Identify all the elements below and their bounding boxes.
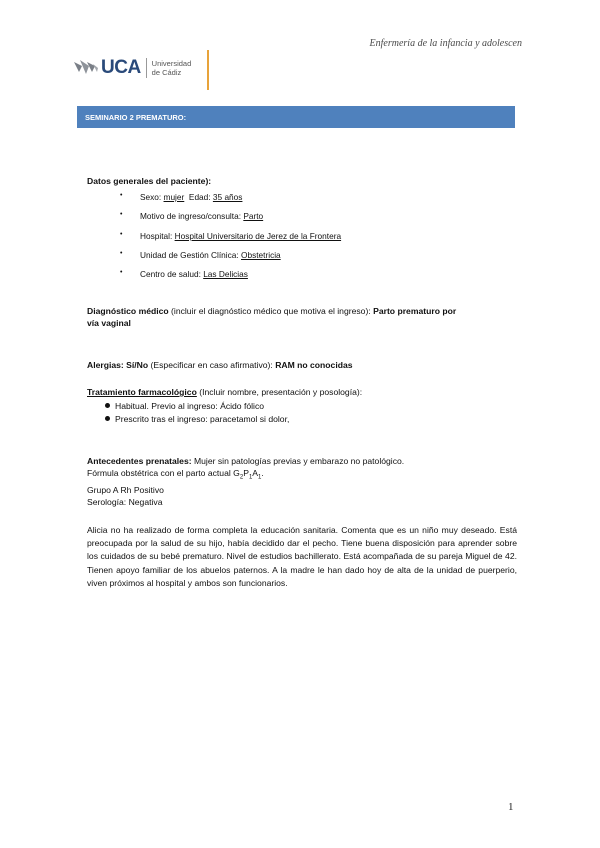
diagnosis-section: Diagnóstico médico (incluir el diagnóstico médico que motiva el ingreso): Parto prematuro por vía vaginal xyxy=(87,306,457,328)
narrative-paragraph: Alicia no ha realizado de forma completa la educación sanitaria. Comenta que es un niño muy deseado. Está preocupada por la salud de su hijo, había decidido dar el pecho. Tiene buena disposición para aprender sobre los cuidados de su bebé prematuro. Nivel de estudios bachillerato. Está acompañada de su pareja Miguel de 42. Tienen apoyo familiar de los abuelos paternos. A la madre le han dado hoy de alta de la unidad de puerperio, viven próximos al hospital y ambos son funcionarios. xyxy=(87,525,517,588)
logo-divider xyxy=(146,58,147,78)
list-item: Prescrito tras el ingreso: paracetamol si dolor, xyxy=(87,413,517,426)
list-item: • Sexo: mujer Edad: 35 años xyxy=(120,192,243,202)
treatment-list xyxy=(87,400,517,425)
logo-accent-bar xyxy=(207,50,209,90)
allergies-section: Alergias: Sí/No (Especificar en caso afirmativo): RAM no conocidas xyxy=(87,360,353,370)
list-item: • Centro de salud: Las Delicias xyxy=(120,269,248,280)
uca-logo-text: UCA xyxy=(101,57,141,78)
university-name: Universidad de Cádiz xyxy=(151,59,192,77)
uca-logo-mark-icon xyxy=(73,58,99,78)
list-item: • Unidad de Gestión Clínica: Obstetricia xyxy=(120,249,281,260)
patient-data-list xyxy=(120,192,341,288)
section-banner: SEMINARIO 2 PREMATURO: xyxy=(77,106,515,128)
antecedents-section: Antecedentes prenatales: Mujer sin patologías previas y embarazo no patológico. Fórmula obstétrica con el parto actual $G_2P_1A_1$. Grupo A Rh Positivo Serología: Negativa xyxy=(87,456,405,507)
uca-logo xyxy=(73,48,191,88)
patient-heading: Datos generales del paciente): xyxy=(87,176,212,186)
list-item: Habitual. Previo al ingreso: Ácido fólico xyxy=(87,400,517,413)
course-title: Enfermería de la infancia y adolescen xyxy=(369,38,522,49)
list-item: • Motivo de ingreso/consulta: Parto xyxy=(120,211,264,222)
page-number: 1 xyxy=(508,801,514,813)
treatment-section: Tratamiento farmacológico (Incluir nombre, presentación y posología): Habitual. Previo al ingreso: Ácido fólico Prescrito tras el ingreso: paracetamol si dolor, xyxy=(87,386,517,425)
list-item: • Hospital: Hospital Universitario de Jerez de la Frontera xyxy=(120,230,342,241)
